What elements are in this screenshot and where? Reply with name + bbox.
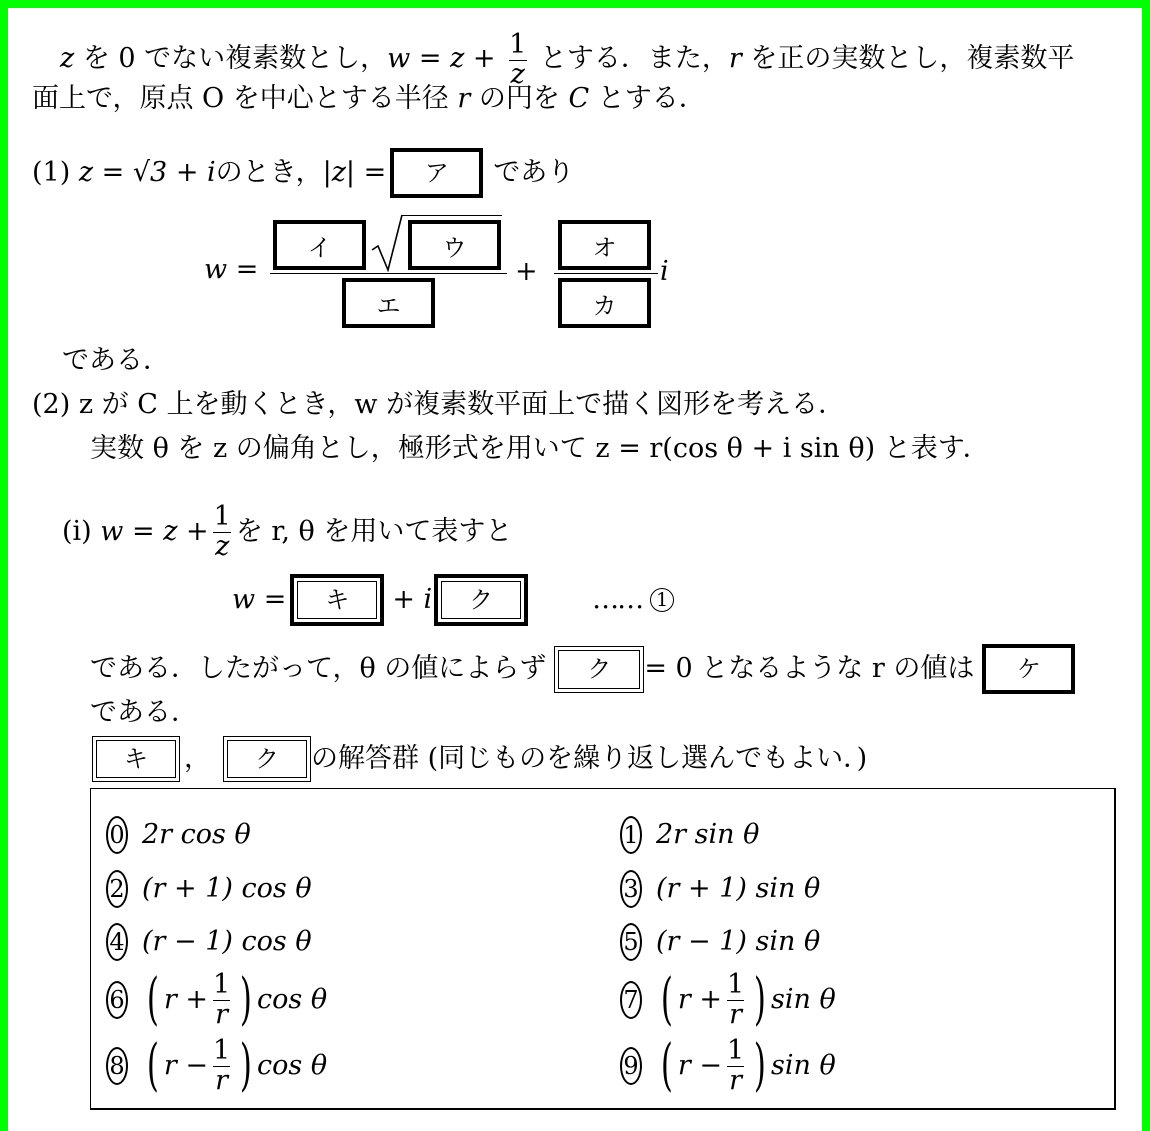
intro-text: の円を	[470, 83, 569, 114]
fraction-bar	[554, 273, 658, 274]
left-paren: (	[146, 1032, 159, 1098]
choice-2[interactable]	[106, 870, 312, 908]
equals: =	[410, 43, 451, 74]
part2-line-1	[32, 388, 845, 422]
dots: ……	[592, 584, 643, 615]
right-paren: )	[754, 1032, 767, 1098]
text: = 0 となるような r の値は	[644, 653, 975, 684]
problem-page	[8, 8, 1142, 1131]
left-paren: (	[660, 966, 673, 1032]
choice-6[interactable]	[106, 966, 328, 1032]
intro-line-2	[32, 82, 706, 116]
answer-group-box-ku	[223, 736, 311, 782]
circled-number: 8	[106, 1047, 128, 1085]
sub-label: (i)	[62, 515, 92, 547]
denominator: r	[215, 1065, 229, 1096]
answer-box-ku-ref[interactable]	[554, 646, 644, 693]
choice-0[interactable]	[106, 816, 251, 854]
box-label: ク	[227, 740, 307, 778]
text: z が C 上を動くとき，w が複素数平面上で描く図形を考える．	[70, 389, 846, 420]
denominator: z	[510, 59, 525, 90]
choice-trig: sin θ	[771, 1049, 836, 1081]
numerator: 1	[212, 1035, 231, 1066]
part1-line	[32, 148, 574, 198]
w-equals: w =	[204, 254, 259, 285]
choice-expression: r −	[163, 1049, 208, 1081]
imaginary-unit: i	[660, 256, 669, 287]
fraction-1-over-r	[211, 1036, 232, 1095]
choice-7[interactable]	[620, 966, 836, 1032]
fraction-1-over-r	[725, 1036, 746, 1095]
plus-i: + i	[392, 584, 433, 615]
z-expression: z = √3 + i	[78, 157, 216, 188]
circled-number: 6	[106, 981, 128, 1019]
intro-text: 面上で，原点 O を中心とする半径	[32, 83, 458, 114]
answer-box-ki-label: キ	[297, 581, 377, 619]
text: を r, θ を用いて表すと	[235, 515, 513, 547]
answer-box-ka[interactable]: カ	[558, 278, 651, 328]
denominator: r	[729, 1065, 743, 1096]
fraction-1-over-z	[212, 502, 233, 561]
circled-number: 4	[106, 923, 128, 961]
intro-text: を正の実数とし，複素数平	[741, 43, 1075, 74]
numerator: 1	[726, 969, 745, 1000]
choice-1[interactable]	[620, 816, 759, 854]
text: である．したがって，θ の値によらず	[90, 653, 547, 684]
var-r: r	[728, 43, 742, 74]
circled-number: 2	[106, 870, 128, 908]
plus: +	[515, 256, 538, 287]
choice-expression: 2r cos θ	[142, 819, 251, 850]
choice-4[interactable]	[106, 923, 312, 961]
choice-3[interactable]	[620, 870, 820, 908]
numerator: 1	[726, 1035, 745, 1066]
answer-box-o[interactable]: オ	[558, 220, 651, 270]
right-paren: )	[754, 966, 767, 1032]
text: のとき，	[215, 157, 323, 188]
part1-end: である．	[62, 345, 170, 376]
circled-number: 7	[620, 981, 642, 1019]
numerator: 1	[213, 501, 231, 532]
equation-1	[232, 574, 674, 626]
var-z: z	[60, 43, 75, 74]
circled-number: 0	[106, 816, 128, 854]
choice-9[interactable]	[620, 1032, 836, 1098]
var-w: w	[387, 43, 411, 74]
left-paren: (	[660, 1032, 673, 1098]
sub-i-line	[62, 502, 512, 561]
left-paren: (	[146, 966, 159, 1032]
therefore-line	[90, 644, 1075, 694]
intro-text: を 0 でない複素数とし，	[74, 43, 388, 74]
fraction-1-over-r	[725, 970, 746, 1029]
therefore-end: である．	[90, 697, 198, 728]
choice-expression: (r + 1) cos θ	[142, 873, 312, 904]
answer-box-u[interactable]: ウ	[408, 220, 501, 270]
intro-text: とする．また，	[531, 43, 729, 74]
choice-trig: cos θ	[257, 983, 328, 1015]
choice-5[interactable]	[620, 923, 820, 961]
choice-expression: 2r sin θ	[656, 819, 760, 850]
denominator: r	[729, 999, 743, 1030]
answer-group-box-ki	[92, 736, 180, 782]
answer-box-ku-label: ク	[441, 581, 521, 619]
numerator: 1	[212, 969, 231, 1000]
circled-number: 1	[620, 816, 642, 854]
sqrt-overline	[402, 215, 502, 216]
fraction-1-over-r	[211, 970, 232, 1029]
answer-group-text: の解答群 (同じものを繰り返し選んでもよい．)	[311, 743, 868, 774]
circled-number: 9	[620, 1047, 642, 1085]
choice-expression: (r − 1) cos θ	[142, 926, 312, 957]
text: であり	[493, 157, 575, 188]
box-label: キ	[96, 740, 176, 778]
right-paren: )	[240, 966, 253, 1032]
w-expression: w = z +	[100, 515, 209, 547]
circled-number: 5	[620, 923, 642, 961]
intro-line-1	[60, 30, 1074, 89]
w-equals: w =	[232, 584, 287, 615]
plus: +	[464, 43, 505, 74]
fraction-1-over-z	[507, 30, 528, 89]
answer-box-ki[interactable]	[290, 574, 384, 626]
right-paren: )	[240, 1032, 253, 1098]
answer-box-e[interactable]: エ	[342, 278, 435, 328]
circled-number: 3	[620, 870, 642, 908]
part-label: (2)	[32, 389, 71, 420]
comma: ，	[184, 743, 211, 774]
choice-8[interactable]	[106, 1032, 328, 1098]
part-label: (1)	[32, 157, 71, 188]
fraction-bar	[270, 273, 507, 274]
answer-group-header	[92, 736, 867, 782]
choice-trig: cos θ	[257, 1049, 328, 1081]
answer-box-ke[interactable]: ケ	[982, 644, 1075, 694]
numerator: 1	[509, 29, 527, 60]
var-C: C	[568, 83, 590, 114]
answer-box-a[interactable]: ア	[390, 148, 483, 198]
var-z: z	[450, 43, 465, 74]
choice-expression: (r + 1) sin θ	[656, 873, 821, 904]
sqrt-sign-icon	[370, 214, 404, 272]
choice-expression: r +	[163, 983, 208, 1015]
denominator: r	[215, 999, 229, 1030]
abs-z: |z| =	[322, 157, 387, 188]
choice-expression: r +	[677, 983, 722, 1015]
equation-number-1: 1	[650, 588, 674, 612]
answer-box-i[interactable]: イ	[273, 220, 366, 270]
var-r: r	[457, 83, 471, 114]
choice-expression: r −	[677, 1049, 722, 1081]
choice-expression: (r − 1) sin θ	[656, 926, 821, 957]
denominator: z	[215, 531, 230, 562]
answer-box-ku[interactable]	[434, 574, 528, 626]
part2-line-2: 実数 θ を z の偏角とし，極形式を用いて z = r(cos θ + i sin θ) と表す．	[90, 433, 990, 464]
answer-box-ku-label: ク	[558, 650, 640, 689]
choice-trig: sin θ	[771, 983, 836, 1015]
intro-text: とする．	[589, 83, 706, 114]
